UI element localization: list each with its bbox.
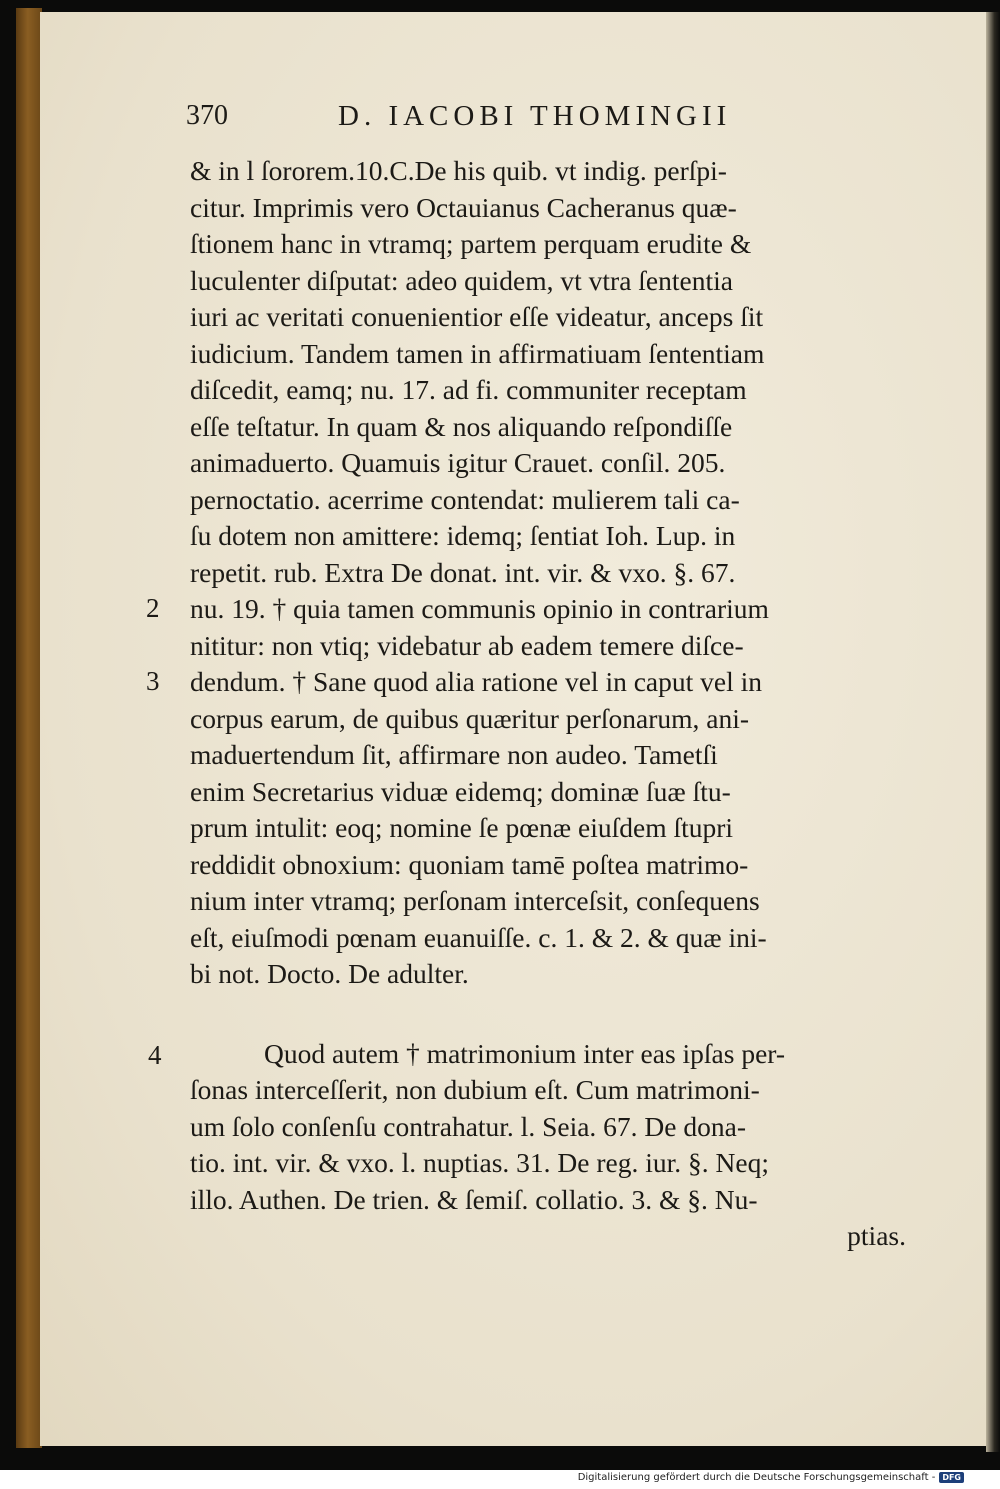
margin-note-3: 3	[146, 666, 160, 696]
text-line: eſſe teſtatur. In quam & nos aliquando reſpondiſſe	[190, 410, 733, 442]
text-line: Quod autem † matrimonium inter eas ipſas per-	[264, 1037, 786, 1069]
book-binding	[16, 8, 42, 1448]
credit-text: Digitalisierung gefördert durch die Deutsche Forschungsgemeinschaft -	[577, 1472, 936, 1483]
body-text	[190, 153, 950, 1255]
text-line: ſtionem hanc in vtramq; partem perquam erudite &	[190, 228, 752, 259]
running-head-title: D. IACOBI THOMINGII	[338, 100, 732, 132]
paragraph-gap	[190, 993, 950, 1036]
text-line: eſt, eiuſmodi pœnam euanuiſſe. c. 1. & 2. & quæ ini-	[190, 921, 767, 953]
text-line: dendum. † Sane quod alia ratione vel in caput vel in	[190, 666, 762, 697]
text-line: illo. Authen. De trien. & ſemiſ. collatio. 3. & §. Nu-	[190, 1183, 758, 1215]
text-line: nu. 19. † quia tamen communis opinio in contrarium	[190, 593, 769, 624]
text-line: nium inter vtramq; perſonam interceſsit, conſequens	[190, 885, 760, 916]
text-line: citur. Imprimis vero Octauianus Cacheranus quæ-	[190, 191, 737, 223]
text-line: reddidit obnoxium: quoniam tamē poſtea matrimo-	[190, 848, 749, 880]
text-line: diſcedit, eamq; nu. 17. ad fi. communiter receptam	[190, 374, 747, 405]
text-line: bi not. Docto. De adulter.	[190, 958, 469, 989]
text-line: iuri ac veritati conuenientior eſſe videatur, anceps ſit	[190, 301, 764, 332]
text-line: enim Secretarius viduæ eidemq; dominæ ſuæ ſtu-	[190, 775, 731, 807]
text-line: maduertendum ſit, affirmare non audeo. Tametſi	[190, 739, 718, 770]
digitization-credit	[578, 1472, 964, 1483]
text-line: animaduerto. Quamuis igitur Crauet. conſil. 205.	[190, 447, 726, 478]
margin-note-4: 4	[148, 1040, 162, 1070]
text-line: luculenter diſputat: adeo quidem, vt vtra ſententia	[190, 264, 733, 296]
margin-note-2: 2	[146, 593, 160, 623]
text-line: nititur: non vtiq; videbatur ab eadem temere diſce-	[190, 629, 744, 661]
text-line: ſonas interceſſerit, non dubium eſt. Cum matrimoni-	[190, 1074, 760, 1105]
text-line: & in l ſororem.10.C.De his quib. vt indig. perſpi-	[190, 155, 727, 186]
text-line: tio. int. vir. & vxo. l. nuptias. 31. De reg. iur. §. Neq;	[190, 1147, 769, 1178]
text-line: um ſolo conſenſu contrahatur. l. Seia. 67. De dona-	[190, 1110, 746, 1142]
running-head	[186, 100, 846, 140]
page-edge	[986, 12, 1000, 1452]
text-line: ptias.	[847, 1220, 906, 1251]
text-line: ſu dotem non amittere: idemq; ſentiat Ioh. Lup. in	[190, 520, 736, 551]
page-number: 370	[186, 100, 228, 131]
text-line: iudicium. Tandem tamen in affirmatiuam ſententiam	[190, 337, 765, 369]
text-line: pernoctatio. acerrime contendat: mulierem tali ca-	[190, 483, 740, 515]
text-line: prum intulit: eoq; nomine ſe pœnæ eiuſdem ſtupri	[190, 812, 734, 843]
text-line: repetit. rub. Extra De donat. int. vir. & vxo. §. 67.	[190, 556, 736, 588]
text-line: corpus earum, de quibus quæritur perſonarum, ani-	[190, 702, 750, 734]
dfg-logo: DFG	[939, 1472, 964, 1483]
